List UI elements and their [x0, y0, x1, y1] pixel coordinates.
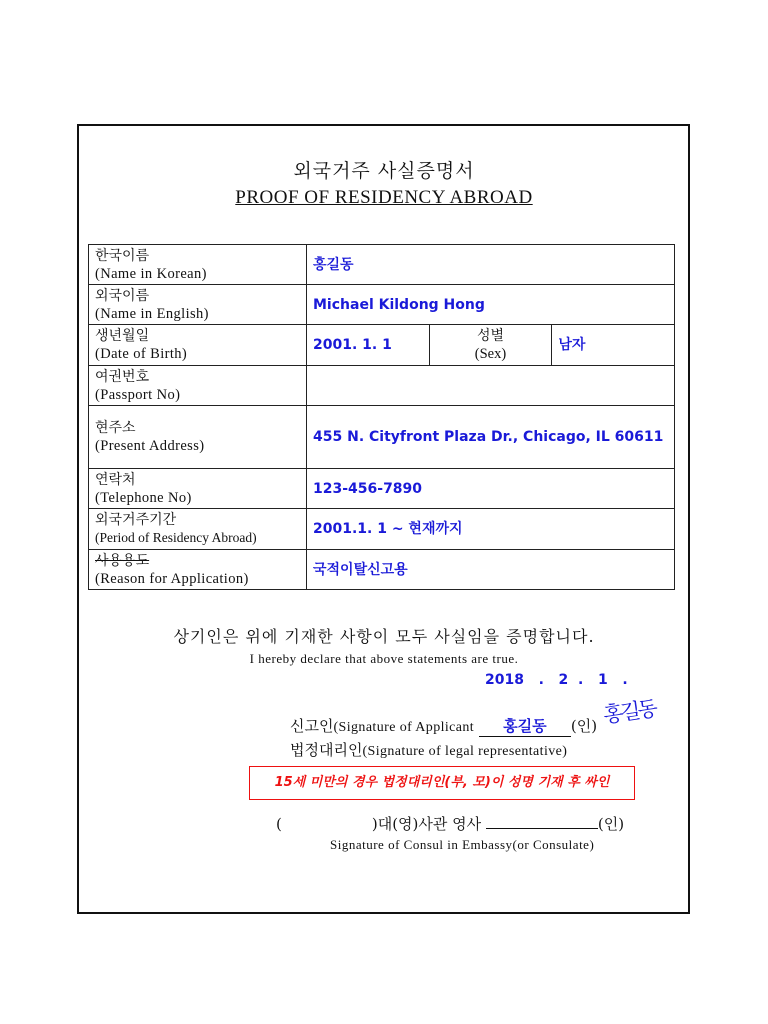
table-row: [89, 509, 675, 550]
label-english: (Sex): [474, 346, 507, 362]
consul-signature-line: [276, 813, 624, 834]
label-korean: 생년월일: [95, 328, 150, 344]
label-korean: 외국이름: [95, 287, 150, 304]
title-korean: 외국거주 사실증명서: [293, 160, 475, 182]
field-label: [89, 509, 307, 550]
field-label: [89, 406, 307, 469]
table-row: [89, 550, 675, 590]
table-row: [89, 245, 675, 285]
table-row: [89, 285, 675, 325]
label-korean: 여권번호: [95, 368, 150, 385]
label-korean: 현주소: [95, 420, 136, 436]
applicant-label-english: (Signature of Applicant: [333, 720, 475, 735]
label-english: (Period of Residency Abroad): [95, 530, 257, 545]
date-month: 2: [558, 672, 569, 688]
table-row: [89, 366, 675, 406]
consul-label-english: Signature of Consul in Embassy(or Consulate): [330, 837, 595, 852]
applicant-label-korean: 신고인: [290, 717, 334, 735]
reason-value[interactable]: 국적이탈신고용: [307, 550, 675, 590]
label-english: (Name in English): [95, 305, 209, 322]
field-label: [89, 469, 307, 509]
label-korean: 외국거주기간: [95, 512, 177, 528]
field-label: [89, 366, 307, 406]
declaration-date: [485, 672, 628, 688]
field-label: [89, 325, 307, 366]
label-korean: 사용용도: [95, 552, 150, 569]
sex-value[interactable]: 남자: [552, 325, 675, 366]
table-row: [89, 325, 675, 366]
date-year: 2018: [485, 672, 524, 688]
declaration-english: I hereby declare that above statements are true.: [249, 651, 519, 666]
date-of-birth-value[interactable]: 2001. 1. 1: [307, 325, 430, 366]
date-separator: .: [538, 672, 544, 688]
table-row: [89, 406, 675, 469]
legal-rep-label-english: (Signature of legal representative): [362, 744, 568, 759]
name-english-value[interactable]: Michael Kildong Hong: [307, 285, 675, 325]
residency-period-value[interactable]: 2001.1. 1 ~ 현재까지: [307, 509, 675, 550]
title-english: PROOF OF RESIDENCY ABROAD: [235, 187, 533, 208]
label-korean: 성별: [476, 328, 505, 344]
passport-value[interactable]: [307, 366, 675, 406]
table-row: [89, 469, 675, 509]
field-label: [89, 550, 307, 590]
sex-label: [429, 325, 552, 366]
legal-rep-label-korean: 법정대리인: [290, 741, 363, 759]
telephone-value[interactable]: 123-456-7890: [307, 469, 675, 509]
address-value[interactable]: 455 N. Cityfront Plaza Dr., Chicago, IL 60611: [307, 406, 675, 469]
date-separator: .: [578, 672, 584, 688]
label-korean: 연락처: [95, 471, 136, 488]
applicant-seal: (인): [570, 717, 598, 735]
applicant-signature-line: [290, 715, 597, 737]
legal-representative-line: [290, 739, 567, 760]
consul-open-paren: (: [276, 815, 282, 833]
consul-label-korean: )대(영)사관 영사: [371, 815, 482, 833]
label-english: (Passport No): [95, 386, 181, 403]
field-label: [89, 285, 307, 325]
label-korean: 한국이름: [95, 247, 150, 264]
label-english: (Reason for Application): [95, 570, 249, 587]
label-english: (Telephone No): [95, 489, 192, 506]
date-day: 1: [598, 672, 608, 688]
label-english: (Date of Birth): [95, 346, 188, 362]
field-label: [89, 245, 307, 285]
label-english: (Present Address): [95, 438, 205, 454]
consul-seal: (인): [597, 815, 625, 833]
date-separator: .: [622, 672, 628, 688]
notice-box: 15세 미만의 경우 법정대리인(부, 모)이 성명 기재 후 싸인: [249, 766, 635, 800]
applicant-name[interactable]: 홍길동: [479, 715, 571, 737]
handwritten-signature: 홍길동: [601, 696, 657, 728]
name-korean-value[interactable]: 홍길동: [307, 245, 675, 285]
label-english: (Name in Korean): [95, 265, 207, 282]
consul-signature-blank[interactable]: [486, 814, 598, 829]
info-table: [88, 244, 675, 590]
declaration-korean: 상기인은 위에 기재한 사항이 모두 사실임을 증명합니다.: [173, 627, 595, 646]
